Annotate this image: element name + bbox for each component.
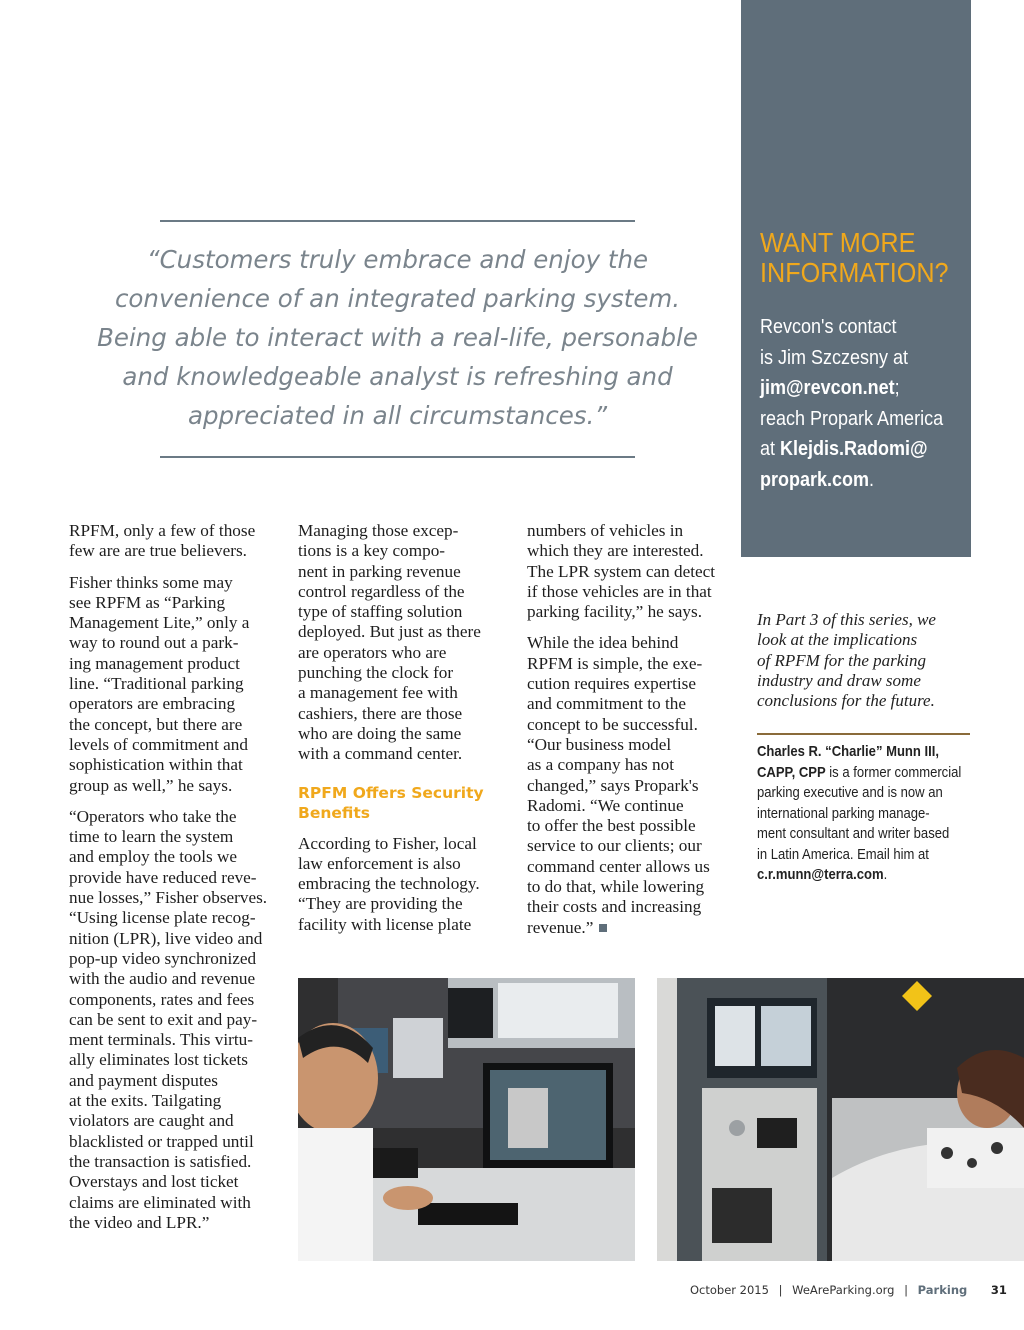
text-line: “Using license plate recog- [69,908,256,928]
subhead-line: RPFM Offers Security [298,783,484,802]
author-name: Charles R. “Charlie” Munn III, [757,743,940,760]
text-line: “Operators who take the [69,806,237,826]
website: WeAreParking.org [792,1283,895,1297]
text-line: service to our clients; our [527,836,702,856]
text-line: cution requires expertise [527,674,696,694]
text-line: Radomi. “We continue [527,795,684,815]
text-line: their costs and increasing [527,897,702,917]
text-line: changed,” says Propark's [527,775,699,795]
page-footer [690,1283,1007,1297]
paragraph [298,521,508,765]
text-line: embracing the technology. [298,874,480,894]
paragraph [69,807,279,1233]
bio-line [757,763,962,784]
pullquote-bottom-rule [160,456,635,458]
text-line: a management fee with [298,683,458,703]
sidebar-line: Revcon's contact [760,316,897,338]
pay-station-illustration [657,978,1024,1261]
sidebar-body [760,312,954,495]
text-line: group as well,” he says. [69,775,233,795]
text-line: “Our business model [527,734,672,754]
text-line: line. “Traditional parking [69,674,244,694]
paragraph [69,521,279,562]
sidebar-line [760,465,954,496]
sidebar-heading-line: INFORMATION? [760,257,949,288]
text-line: can be sent to exit and pay- [69,1009,258,1029]
sidebar-punct: . [869,468,875,491]
text-fragment: revenue.” [527,917,594,937]
teaser-line: In Part 3 of this series, we [757,610,936,629]
sidebar-line [760,373,954,404]
sidebar-prefix: at [760,438,781,460]
article-column-1 [69,521,279,1244]
text-line: at the exits. Tailgating [69,1091,222,1111]
bio-line: international parking manage- [757,804,930,822]
text-line: which they are interested. [527,541,704,561]
text-line: if those vehicles are in that [527,581,712,601]
text-line: few are are true believers. [69,541,247,561]
footer-separator: | [778,1283,783,1297]
sidebar-heading [760,228,949,288]
text-line: with a command center. [298,744,463,764]
text-line: components, rates and fees [69,989,255,1009]
pullquote-line: convenience of an integrated parking system. [114,284,681,313]
text-line: tions is a key compo- [298,541,446,561]
bio-divider [757,733,970,735]
bio-line: in Latin America. Email him at [757,845,929,863]
text-line: ment terminals. This virtu- [69,1030,253,1050]
propark-email-link-part2[interactable]: propark.com [760,468,870,491]
text-line: According to Fisher, local [298,833,477,853]
text-line: the video and LPR.” [69,1212,210,1232]
text-line: and payment disputes [69,1070,218,1090]
text-line: levels of commitment and [69,734,248,754]
text-line: are operators who are [298,642,447,662]
text-line: Fisher thinks some may [69,572,233,592]
text-line: and commitment to the [527,694,686,714]
bio-line [757,865,957,886]
text-line: nue losses,” Fisher observes. [69,888,268,908]
text-line: provide have reduced reve- [69,867,257,887]
text-line: claims are eliminated with [69,1192,251,1212]
bio-punct: . [883,866,888,883]
text-line: sophistication within that [69,755,243,775]
sidebar-line: is Jim Szczesny at [760,346,909,369]
text-line: to do that, while lowering [527,877,705,897]
text-line: with the audio and revenue [69,969,256,989]
text-line: Overstays and lost ticket [69,1172,239,1192]
text-line: numbers of vehicles in [527,521,684,540]
bio-line: parking executive and is now an [757,784,943,801]
command-center-photo [298,978,635,1261]
text-line: blacklisted or trapped until [69,1131,254,1151]
text-line: nition (LPR), live video and [69,928,263,948]
pullquote [95,240,700,435]
info-sidebar [741,0,971,557]
text-line: who are doing the same [298,723,462,743]
end-of-article-mark [599,924,607,932]
paragraph [527,633,737,937]
text-line: violators are caught and [69,1111,234,1131]
pullquote-line: and knowledgeable analyst is refreshing and [122,362,673,391]
text-line: punching the clock for [298,663,454,683]
text-line: facility with license plate [298,914,472,934]
text-line: and employ the tools we [69,847,238,867]
text-line: “They are providing the [298,894,463,914]
teaser-line: industry and draw some [757,670,921,690]
article-column-3 [527,521,737,949]
sidebar-line [760,434,954,465]
text-line: command center allows us [527,856,710,876]
text-line: the concept, but there are [69,714,243,734]
pullquote-line: appreciated in all circumstances.” [187,401,608,430]
paragraph [69,573,279,796]
text-line: nent in parking revenue [298,561,461,581]
command-center-illustration [298,978,635,1261]
propark-email-link-part1[interactable]: Klejdis.Radomi@ [780,438,928,460]
section-subhead [298,783,508,824]
text-line: the transaction is satisfied. [69,1151,252,1171]
text-line: operators are embracing [69,694,236,714]
bio-line [757,742,957,763]
text-line: see RPFM as “Parking [69,592,226,612]
footer-separator: | [904,1283,909,1297]
text-line [527,918,737,938]
text-line: to offer the best possible [527,816,696,836]
text-line: type of staffing solution [298,602,463,622]
paragraph [527,521,737,622]
sidebar-heading-line: WANT MORE [760,227,916,258]
pullquote-line: Being able to interact with a real-life, personable [97,323,698,352]
pullquote-line: “Customers truly embrace and enjoy the [146,245,649,274]
paragraph [298,834,508,935]
text-line: RPFM is simple, the exe- [527,653,703,673]
text-line: pop-up video synchronized [69,948,257,968]
bio-line: ment consultant and writer based [757,825,950,842]
text-line: cashiers, there are those [298,703,463,723]
issue-date: October 2015 [690,1283,769,1297]
series-teaser [757,610,967,711]
author-credentials: CAPP, CPP [757,763,826,781]
bio-text: is a former commercial [825,763,962,781]
text-line: law enforcement is also [298,853,461,873]
magazine-name: Parking [917,1283,968,1297]
text-line: deployed. But just as there [298,622,481,642]
sidebar-punct: ; [894,377,900,399]
pullquote-top-rule [160,220,635,222]
teaser-line: conclusions for the future. [757,691,935,711]
text-line: time to learn the system [69,827,234,847]
text-line: as a company has not [527,755,675,775]
author-bio [757,742,962,886]
text-line: control regardless of the [298,581,465,601]
subhead-line: Benefits [298,804,370,823]
text-line: Management Lite,” only a [69,613,250,633]
pay-station-photo [657,978,1024,1261]
revcon-email-link[interactable]: jim@revcon.net [760,377,895,399]
text-line: RPFM, only a few of those [69,521,256,540]
text-line: ing management product [69,653,240,673]
text-line: While the idea behind [527,633,679,653]
article-column-2 [298,521,508,946]
teaser-line: of RPFM for the parking [757,650,927,670]
text-line: way to round out a park- [69,633,239,653]
text-line: The LPR system can detect [527,561,716,581]
text-line: concept to be successful. [527,714,698,734]
text-line: ally eliminates lost tickets [69,1050,249,1070]
page-number: 31 [990,1283,1007,1297]
author-email-link[interactable]: c.r.munn@terra.com [757,866,884,883]
text-line: parking facility,” he says. [527,602,702,622]
sidebar-line: reach Propark America [760,407,944,430]
teaser-line: look at the implications [757,630,918,650]
text-line: Managing those excep- [298,521,459,540]
